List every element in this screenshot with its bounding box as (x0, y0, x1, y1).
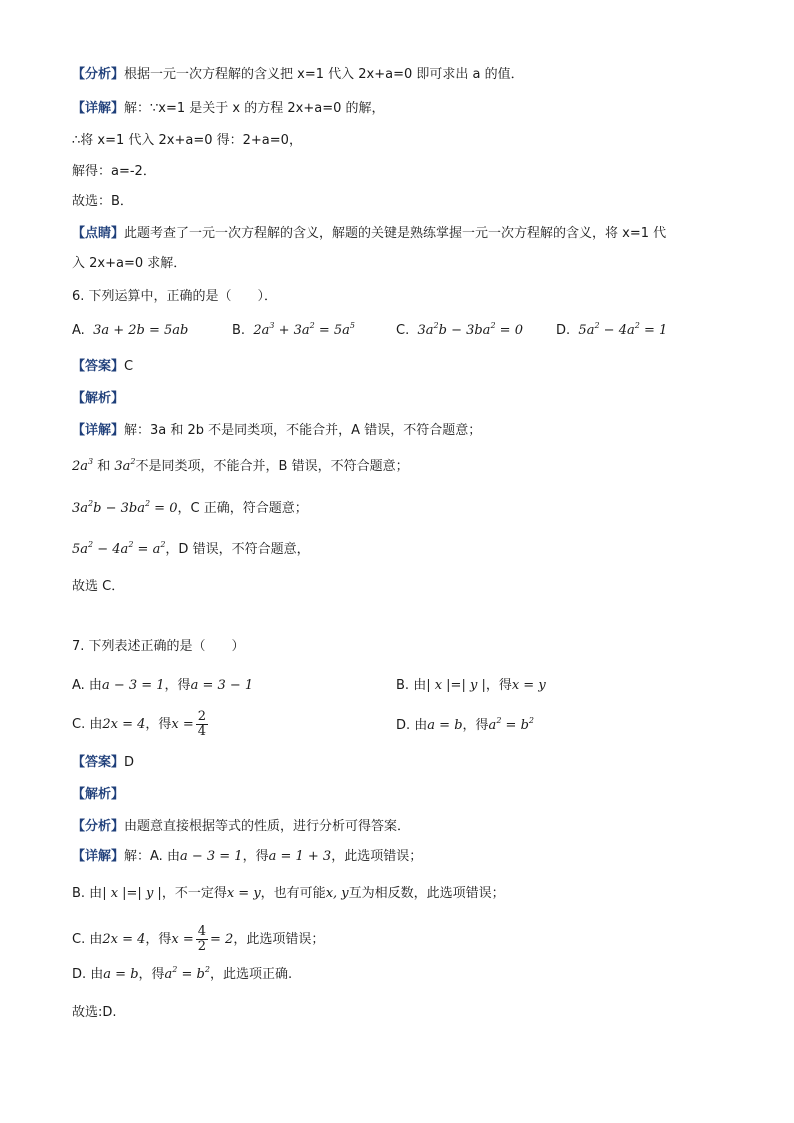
formula: x = y (511, 678, 546, 693)
q7-option-d: D. 由a = b，得$a^2 = b^2$ (396, 716, 534, 733)
formula: 2x = 4 (102, 932, 146, 947)
formula: x, y (325, 886, 349, 901)
q7-option-d-label: D. (396, 718, 411, 733)
detail-tag: 【详解】 (72, 423, 125, 438)
q6-line-b-text: 不是同类项，不能合并，B 错误，不符合题意； (135, 459, 409, 474)
prev-choice: 故选：B． (72, 194, 133, 209)
q7-detail-a: 【详解】解：A. 由a − 3 = 1，得a = 1 + 3，此选项错误； (72, 849, 423, 864)
q6-answer-line (72, 358, 133, 376)
q7-analysis-line (72, 818, 410, 836)
fraction: $\frac{4}{2}$ (197, 924, 207, 954)
formula: a − 3 = 1 (101, 678, 165, 693)
answer-value: C (124, 359, 134, 374)
detail-tag: 【详解】 (72, 101, 125, 116)
q6-option-a (72, 322, 188, 340)
prev-step1: ∴将 x=1 代入 2x+a=0 得：2+a=0， (72, 133, 302, 148)
q6-option-a-formula: 3a + 2b = 5ab (93, 323, 189, 338)
answer-tag: 【答案】 (72, 755, 125, 770)
comment-text: 此题考查了一元一次方程解的含义，解题的关键是熟练掌握一元一次方程解的含义，将 x=1 代 (124, 226, 667, 241)
formula: $a^2 = b^2$ (488, 716, 534, 733)
formula: a − 3 = 1 (179, 849, 243, 864)
q7-option-b-label: B. (396, 678, 410, 693)
q7-option-a: A. 由a − 3 = 1，得a = 3 − 1 (72, 678, 254, 693)
formula: $5a^2 - 4a^2 = a^2$ (72, 540, 166, 557)
q7-option-b: B. 由| x |=| y |，得x = y (396, 678, 546, 693)
formula: $3a^2$ (114, 457, 136, 474)
q6-option-b-label: B. (232, 323, 246, 338)
formula: | x |=| y | (426, 678, 486, 693)
q6-line-b: $2a^3$ 和 $3a^2$不是同类项，不能合并，B 错误，不符合题意； (72, 457, 409, 474)
answer-tag: 【答案】 (72, 359, 125, 374)
prev-step2: 解得：a=-2． (72, 164, 156, 179)
q6-option-b-formula: $2a^3 + 3a^2 = 5a^5$ (253, 321, 356, 338)
comment-tag: 【点睛】 (72, 226, 125, 241)
q6-line-c-text: ，C 正确，符合题意； (177, 501, 308, 516)
q6-option-d-formula: $5a^2 - 4a^2 = 1$ (578, 321, 668, 338)
q7-option-c-label: C. (72, 717, 86, 732)
q7-detail-c: C. 由2x = 4，得x = $\frac{4}{2}$ = 2，此选项错误； (72, 924, 325, 954)
formula: a = b (103, 967, 139, 982)
analysis-text: 由题意直接根据等式的性质，进行分析可得答案． (124, 819, 411, 834)
analysis-tag: 【分析】 (72, 67, 125, 82)
q7-stem: 7. 下列表述正确的是（ ） (72, 639, 245, 654)
formula: $2a^3$ (72, 457, 94, 474)
fraction: $\frac{2}{4}$ (197, 709, 207, 739)
q6-line-d-text: ，D 错误，不符合题意， (165, 542, 310, 557)
formula: a = 3 − 1 (190, 678, 254, 693)
q7-answer-line (72, 754, 134, 772)
formula: $a^2 = b^2$ (164, 965, 210, 982)
q6-option-a-label: A. (72, 323, 85, 338)
q6-explain-tag: 【解析】 (72, 391, 125, 406)
prev-analysis-line (72, 66, 524, 84)
q7-detail-d: D. 由a = b，得$a^2 = b^2$，此选项正确. (72, 965, 293, 982)
q7-option-c: C. 由2x = 4，得x = $\frac{2}{4}$ (72, 709, 207, 739)
q6-option-b (232, 322, 355, 340)
detail-text: 解：∵x=1 是关于 x 的方程 2x+a=0 的解， (124, 101, 385, 116)
formula: x = (171, 717, 194, 732)
prev-comment-line2: 入 2x+a=0 求解． (72, 256, 187, 271)
q6-option-d (556, 322, 667, 340)
answer-value: D (124, 755, 135, 770)
q7-detail-b: B. 由| x |=| y |，不一定得x = y，也有可能x, y互为相反数，此选项错误； (72, 886, 505, 901)
q6-line-d (72, 541, 310, 559)
q6-option-c-label: C. (396, 323, 410, 338)
prev-comment-line1 (72, 225, 666, 243)
formula: a = b (427, 718, 463, 733)
detail-tag: 【详解】 (72, 849, 125, 864)
prev-detail-line (72, 100, 385, 118)
formula: x = y (226, 886, 261, 901)
formula: $3a^2b - 3ba^2 = 0$ (72, 499, 178, 516)
q7-explain-tag: 【解析】 (72, 787, 125, 802)
detail-text: 解：3a 和 2b 不是同类项，不能合并，A 错误，不符合题意； (124, 423, 482, 438)
q6-detail-line (72, 422, 481, 440)
analysis-text: 根据一元一次方程解的含义把 x=1 代入 2x+a=0 即可求出 a 的值． (124, 67, 524, 82)
q6-choice: 故选 C． (72, 579, 125, 594)
formula: | x |=| y | (102, 886, 162, 901)
q6-line-c (72, 500, 308, 518)
formula: x = (171, 932, 194, 947)
q7-option-a-label: A. (72, 678, 85, 693)
q6-option-d-label: D. (556, 323, 571, 338)
q6-option-c (396, 322, 523, 340)
formula: 2x = 4 (102, 717, 146, 732)
formula: a = 1 + 3 (268, 849, 332, 864)
q7-choice: 故选:D. (72, 1005, 117, 1020)
analysis-tag: 【分析】 (72, 819, 125, 834)
q6-option-c-formula: $3a^2b - 3ba^2 = 0$ (417, 321, 523, 338)
q6-stem: 6. 下列运算中，正确的是（ ）． (72, 289, 278, 304)
